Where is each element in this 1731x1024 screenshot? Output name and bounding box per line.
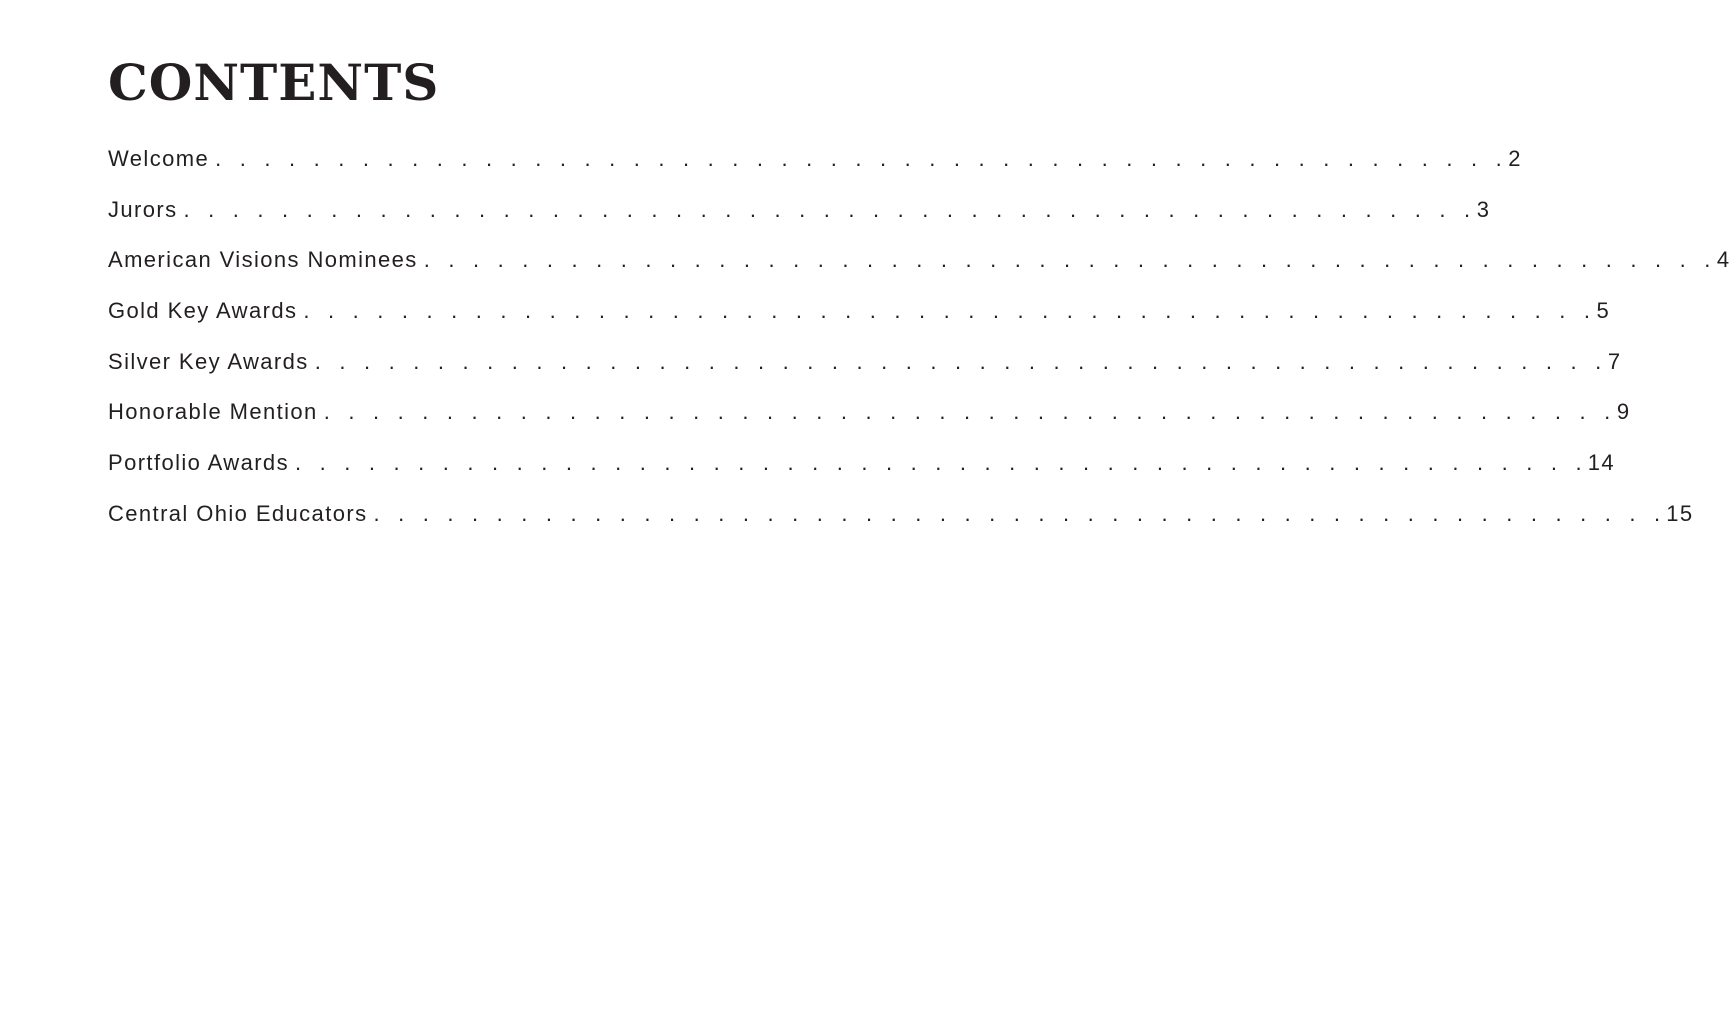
toc-entry-honorable-mention[interactable] bbox=[108, 399, 1631, 450]
toc-entry-central-ohio-educators[interactable] bbox=[108, 500, 1694, 552]
dot-leader: . . . . . . . . . . . . . . . . . . . . . . . . . . . . . . . . . . . . . . . . . . . . . . . . . . . . . bbox=[323, 399, 1617, 425]
toc-entry-label: American Visions Nominees bbox=[108, 247, 418, 273]
dot-leader: . . . . . . . . . . . . . . . . . . . . . . . . . . . . . . . . . . . . . . . . . . . . . . . . . . . . . bbox=[303, 298, 1597, 324]
toc-page-number: 7 bbox=[1607, 348, 1622, 374]
dot-leader: . . . . . . . . . . . . . . . . . . . . . . . . . . . . . . . . . . . . . . . . . . . . . . . . . . . . . bbox=[183, 196, 1477, 222]
table-of-contents bbox=[108, 146, 1731, 552]
toc-entry-label: Central Ohio Educators bbox=[108, 500, 368, 526]
page-title: CONTENTS bbox=[108, 53, 440, 112]
toc-entry-label: Jurors bbox=[108, 196, 178, 222]
dot-leader: . . . . . . . . . . . . . . . . . . . . . . . . . . . . . . . . . . . . . . . . . . . . . . . . . . . . . bbox=[423, 247, 1717, 273]
toc-entry-jurors[interactable] bbox=[108, 196, 1491, 248]
toc-page-number: 14 bbox=[1587, 450, 1616, 476]
dot-leader: . . . . . . . . . . . . . . . . . . . . . . . . . . . . . . . . . . . . . . . . . . . . . . . . . . . . . bbox=[215, 146, 1508, 171]
toc-page-number: 9 bbox=[1616, 399, 1631, 425]
toc-entry-american-visions-nominees[interactable] bbox=[108, 247, 1731, 298]
toc-entry-label: Silver Key Awards bbox=[108, 348, 309, 374]
toc-page-number: 4 bbox=[1716, 247, 1731, 273]
toc-page-number: 3 bbox=[1476, 196, 1491, 222]
dot-leader: . . . . . . . . . . . . . . . . . . . . . . . . . . . . . . . . . . . . . . . . . . . . . . . . . . . . . bbox=[373, 500, 1667, 526]
toc-entry-label: Portfolio Awards bbox=[108, 450, 289, 476]
toc-page-number: 2 bbox=[1508, 146, 1522, 171]
toc-entry-label: Honorable Mention bbox=[108, 399, 318, 425]
toc-page-number: 15 bbox=[1666, 500, 1694, 526]
toc-entry-gold-key-awards[interactable] bbox=[108, 298, 1611, 349]
toc-page-number: 5 bbox=[1596, 298, 1611, 324]
toc-entry-label: Welcome bbox=[108, 146, 210, 171]
toc-entry-label: Gold Key Awards bbox=[108, 298, 298, 324]
toc-entry-portfolio-awards[interactable] bbox=[108, 450, 1616, 501]
dot-leader: . . . . . . . . . . . . . . . . . . . . . . . . . . . . . . . . . . . . . . . . . . . . . . . . . . . . . bbox=[314, 348, 1608, 374]
toc-entry-silver-key-awards[interactable] bbox=[108, 348, 1622, 400]
toc-entry-welcome[interactable] bbox=[108, 146, 1522, 197]
dot-leader: . . . . . . . . . . . . . . . . . . . . . . . . . . . . . . . . . . . . . . . . . . . . . . . . . . . . . bbox=[294, 450, 1588, 476]
